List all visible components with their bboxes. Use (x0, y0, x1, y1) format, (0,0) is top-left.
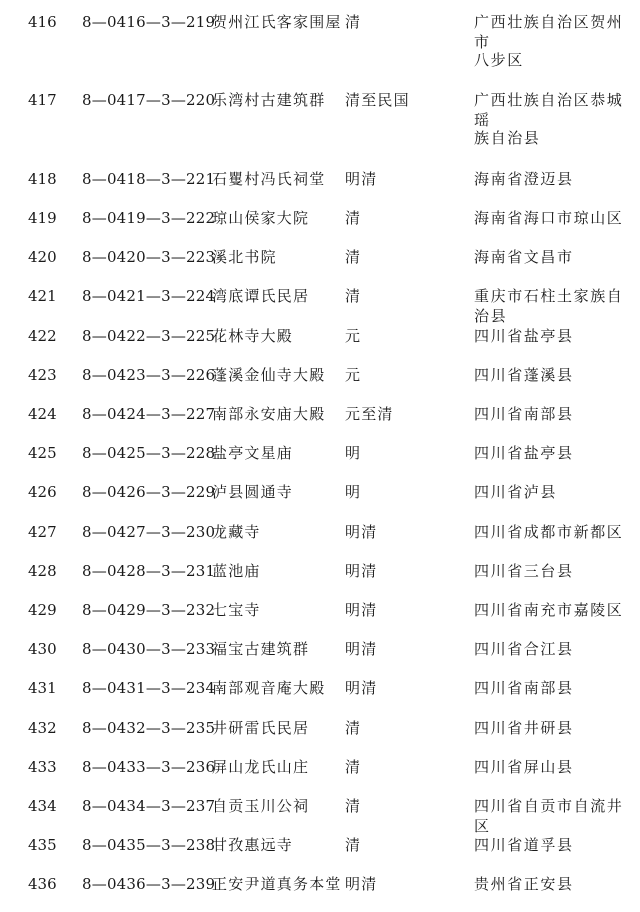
site-era: 明清 (345, 522, 378, 541)
heritage-code: 8—0435—3—238 (82, 836, 216, 855)
site-location (474, 600, 624, 638)
site-location (474, 443, 624, 481)
site-location (474, 796, 624, 834)
row-number: 433 (28, 757, 57, 776)
location-line: 广西壮族自治区贺州市 (474, 13, 624, 51)
heritage-code: 8—0416—3—219 (82, 13, 216, 31)
site-era: 元 (345, 365, 362, 384)
site-era: 明清 (345, 875, 378, 894)
site-location (474, 247, 624, 285)
location-line: 重庆市石柱土家族自治县 (474, 287, 624, 326)
site-era: 明清 (345, 601, 378, 619)
row-number: 426 (28, 483, 57, 502)
site-name: 龙藏寺 (212, 522, 261, 541)
heritage-code: 8—0436—3—239 (82, 875, 216, 894)
row-number: 416 (28, 13, 57, 31)
heritage-code: 8—0433—3—236 (82, 757, 216, 776)
site-era: 清 (345, 13, 362, 31)
site-era: 明 (345, 444, 362, 463)
location-line: 贵州省正安县 (474, 875, 574, 894)
site-name: 南部永安庙大殿 (212, 405, 326, 423)
location-line: 四川省自贡市自流井区 (474, 797, 624, 835)
heritage-code: 8—0426—3—229 (82, 483, 216, 502)
location-line: 海南省文昌市 (474, 248, 574, 267)
location-line: 四川省南充市嘉陵区 (474, 601, 624, 619)
location-line: 广西壮族自治区恭城瑶 (474, 91, 624, 130)
site-era: 清 (345, 209, 362, 227)
site-name: 南部观音庵大殿 (212, 679, 326, 698)
site-location (474, 835, 624, 873)
heritage-code: 8—0421—3—224 (82, 287, 216, 306)
heritage-code: 8—0422—3—225 (82, 326, 216, 345)
heritage-code: 8—0434—3—237 (82, 797, 216, 815)
site-name: 琼山侯家大院 (212, 209, 310, 227)
site-era: 明清 (345, 679, 378, 698)
site-location (474, 757, 624, 795)
heritage-code: 8—0417—3—220 (82, 91, 216, 110)
row-number: 424 (28, 405, 57, 423)
row-number: 427 (28, 522, 57, 541)
row-number: 418 (28, 169, 57, 188)
heritage-code: 8—0427—3—230 (82, 522, 216, 541)
site-name: 石矍村冯氏祠堂 (212, 169, 326, 188)
site-location (474, 12, 624, 88)
location-line: 四川省合江县 (474, 640, 574, 659)
site-name: 井研雷氏民居 (212, 718, 310, 737)
location-line: 族自治县 (474, 129, 541, 148)
site-location (474, 718, 624, 756)
site-era: 清 (345, 836, 362, 855)
site-location (474, 404, 624, 442)
site-name: 七宝寺 (212, 601, 261, 619)
row-number: 428 (28, 561, 57, 580)
site-name: 福宝古建筑群 (212, 640, 310, 659)
site-name: 甘孜惠远寺 (212, 836, 294, 855)
heritage-code: 8—0418—3—221 (82, 169, 216, 188)
row-number: 417 (28, 91, 57, 110)
site-era: 清 (345, 797, 362, 815)
site-era: 明清 (345, 561, 378, 580)
row-number: 422 (28, 326, 57, 345)
site-era: 清 (345, 757, 362, 776)
site-name: 溪北书院 (212, 248, 277, 267)
site-era: 清至民国 (345, 91, 410, 110)
location-line: 四川省南部县 (474, 679, 574, 698)
site-name: 盐亭文星庙 (212, 444, 294, 463)
heritage-code: 8—0419—3—222 (82, 209, 216, 227)
row-number: 425 (28, 444, 57, 463)
heritage-code: 8—0428—3—231 (82, 561, 216, 580)
row-number: 419 (28, 209, 57, 227)
site-era: 元 (345, 326, 362, 345)
site-location (474, 169, 624, 207)
row-number: 432 (28, 718, 57, 737)
site-location (474, 286, 624, 324)
row-number: 430 (28, 640, 57, 659)
location-line: 海南省澄迈县 (474, 169, 574, 188)
site-location (474, 522, 624, 560)
location-line: 四川省井研县 (474, 718, 574, 737)
location-line: 海南省海口市琼山区 (474, 209, 624, 227)
site-location (474, 90, 624, 166)
location-line: 四川省蓬溪县 (474, 365, 574, 384)
row-number: 423 (28, 365, 57, 384)
row-number: 420 (28, 248, 57, 267)
site-name: 花林寺大殿 (212, 326, 294, 345)
heritage-code: 8—0430—3—233 (82, 640, 216, 659)
location-line: 四川省盐亭县 (474, 326, 574, 345)
location-line: 八步区 (474, 51, 524, 69)
site-name: 自贡玉川公祠 (212, 797, 310, 815)
row-number: 421 (28, 287, 57, 306)
site-location (474, 208, 624, 246)
site-location (474, 365, 624, 403)
site-name: 蓬溪金仙寺大殿 (212, 365, 326, 384)
row-number: 436 (28, 875, 57, 894)
site-name: 乐湾村古建筑群 (212, 91, 326, 110)
location-line: 四川省盐亭县 (474, 444, 574, 463)
heritage-code: 8—0429—3—232 (82, 601, 216, 619)
site-location (474, 639, 624, 677)
site-era: 明清 (345, 169, 378, 188)
row-number: 434 (28, 797, 57, 815)
heritage-code: 8—0432—3—235 (82, 718, 216, 737)
heritage-code: 8—0425—3—228 (82, 444, 216, 463)
location-line: 四川省三台县 (474, 561, 574, 580)
row-number: 429 (28, 601, 57, 619)
location-line: 四川省成都市新都区 (474, 522, 624, 541)
location-line: 四川省南部县 (474, 405, 574, 423)
heritage-code: 8—0424—3—227 (82, 405, 216, 423)
site-location (474, 561, 624, 599)
location-line: 四川省泸县 (474, 483, 558, 502)
site-era: 清 (345, 287, 362, 306)
site-era: 元至清 (345, 405, 394, 423)
site-location (474, 326, 624, 364)
heritage-code: 8—0420—3—223 (82, 248, 216, 267)
site-name: 贺州江氏客家围屋 (212, 13, 342, 31)
site-location (474, 678, 624, 716)
site-era: 明 (345, 483, 362, 502)
heritage-code: 8—0423—3—226 (82, 365, 216, 384)
location-line: 四川省屏山县 (474, 757, 574, 776)
row-number: 435 (28, 836, 57, 855)
heritage-code: 8—0431—3—234 (82, 679, 216, 698)
site-location (474, 874, 624, 912)
site-name: 湾底谭氏民居 (212, 287, 310, 306)
location-line: 四川省道孚县 (474, 836, 574, 855)
site-era: 清 (345, 718, 362, 737)
site-name: 蓝池庙 (212, 561, 261, 580)
site-era: 明清 (345, 640, 378, 659)
site-name: 正安尹道真务本堂 (212, 875, 342, 894)
site-era: 清 (345, 248, 362, 267)
site-name: 泸县圆通寺 (212, 483, 294, 502)
site-location (474, 482, 624, 520)
site-name: 屏山龙氏山庄 (212, 757, 310, 776)
row-number: 431 (28, 679, 57, 698)
